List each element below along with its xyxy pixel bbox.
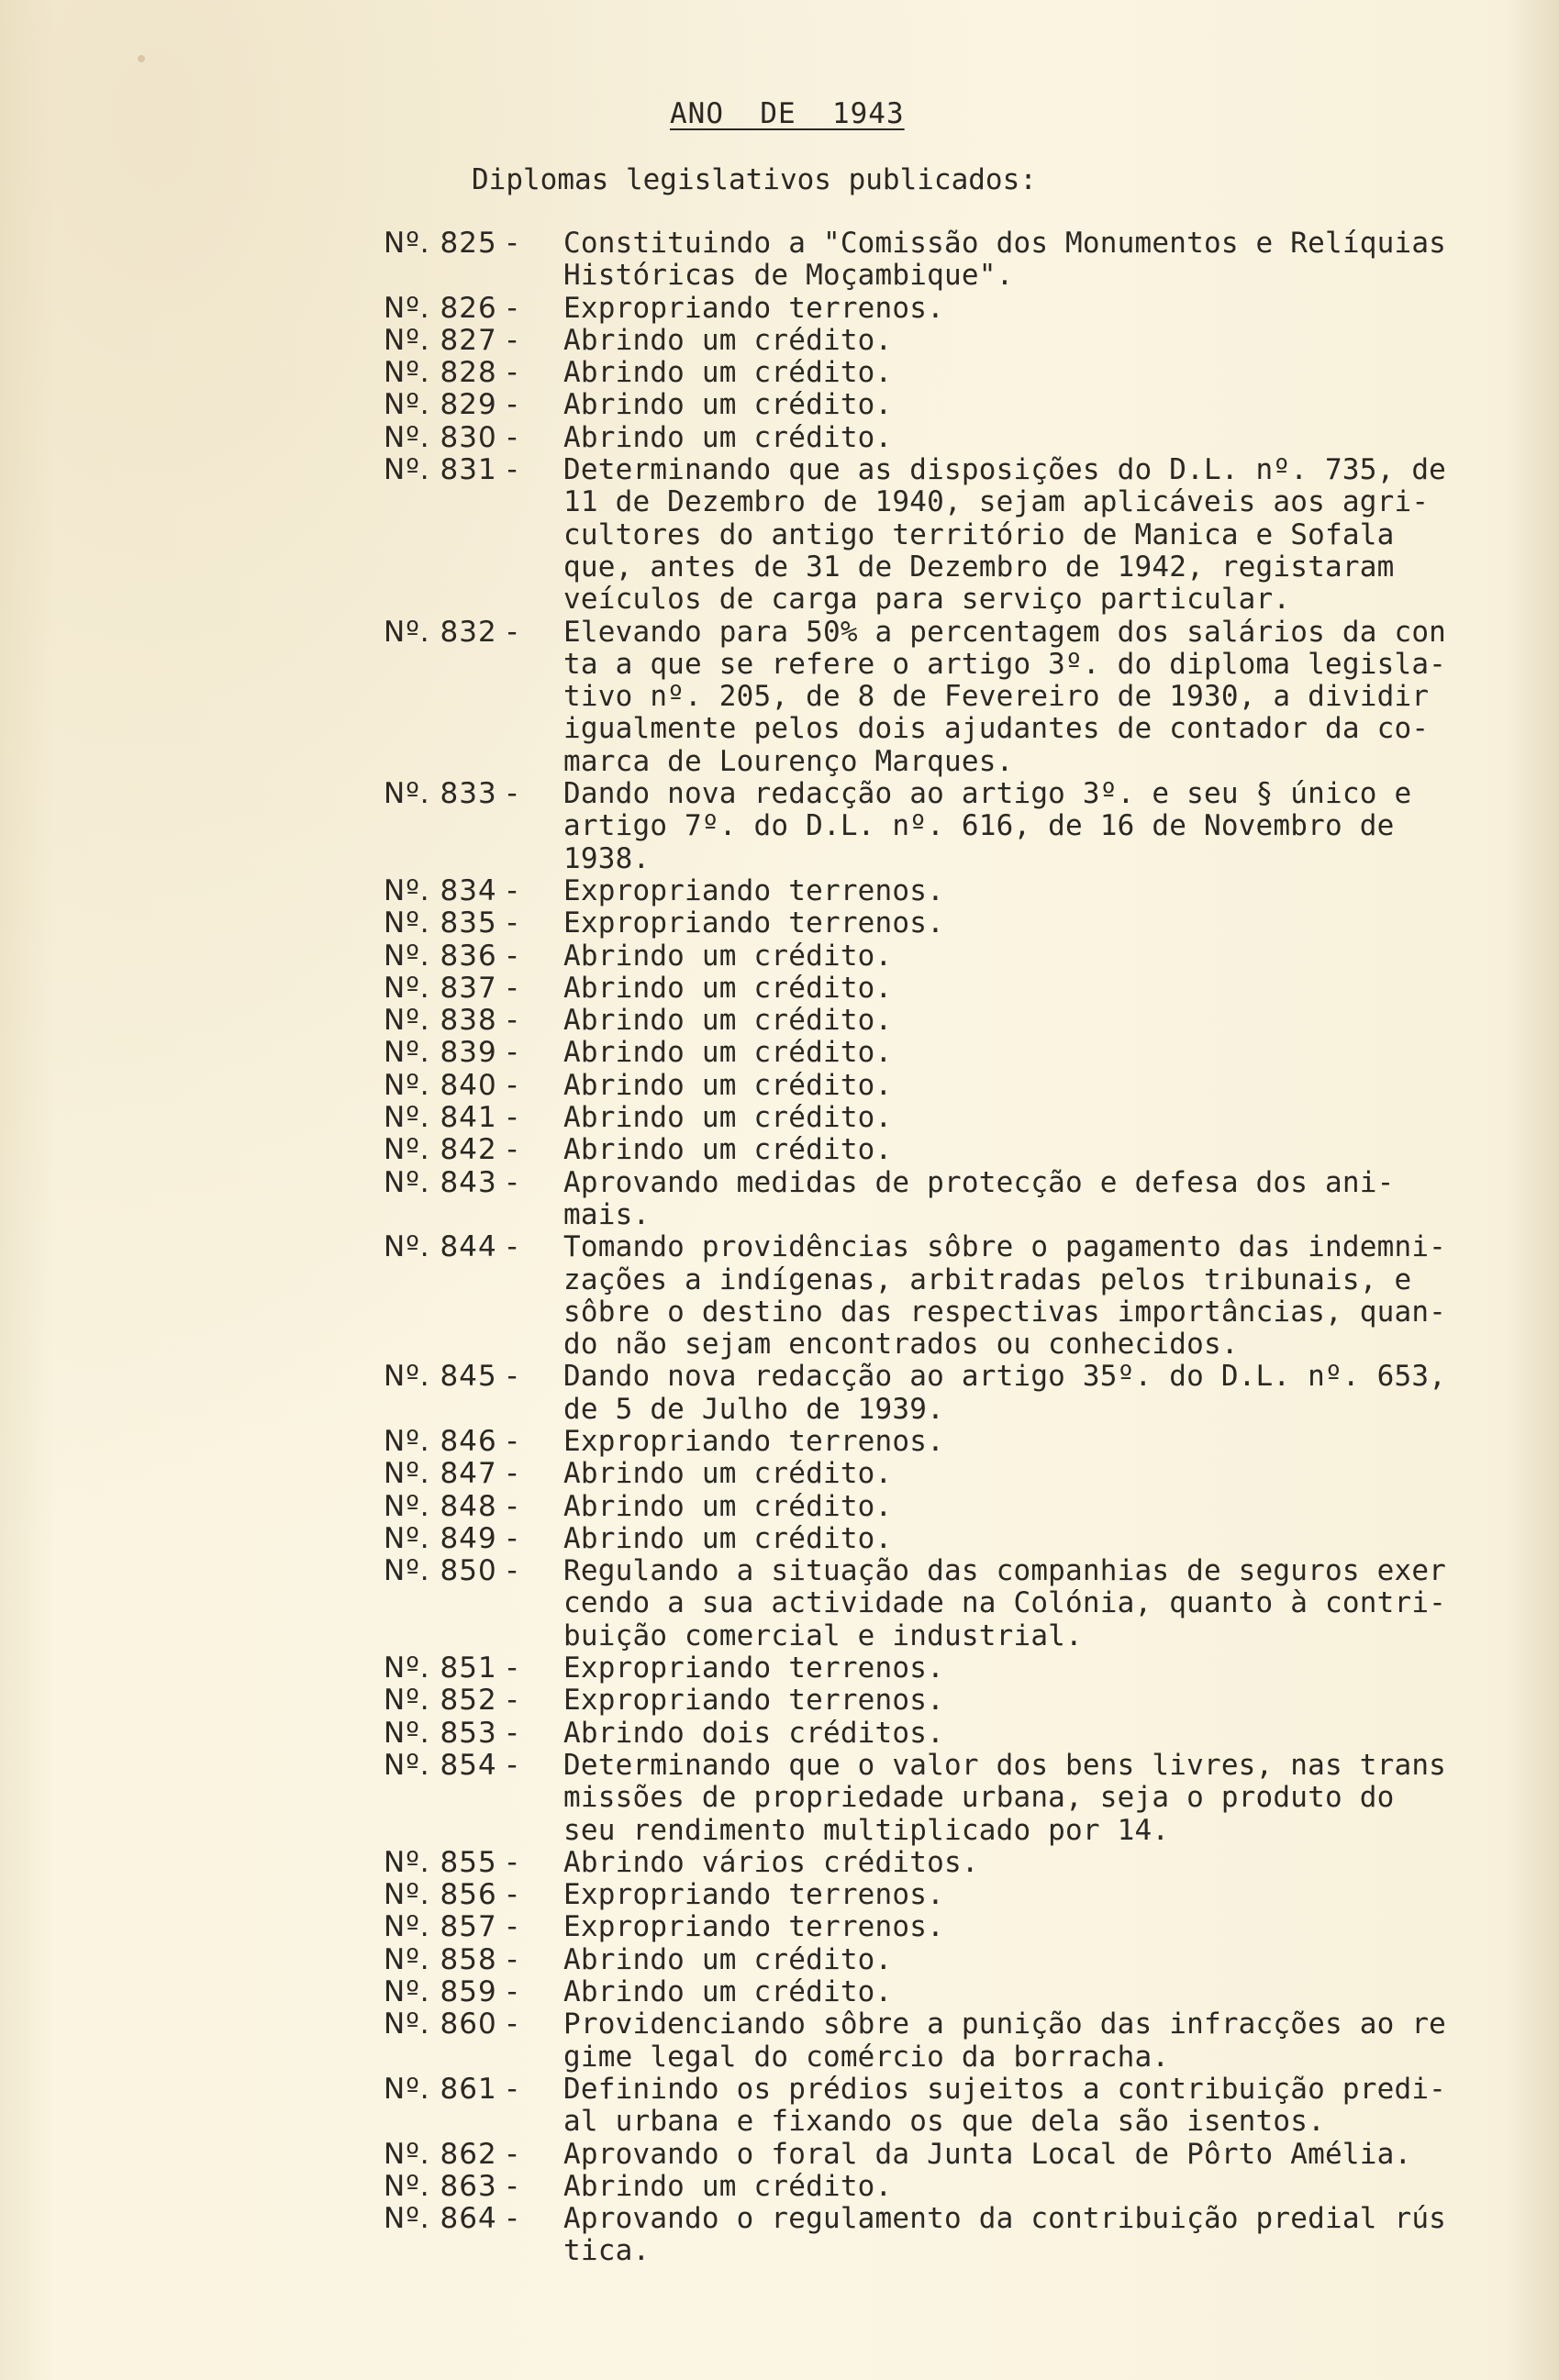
diploma-number: Nº. 841 - (384, 1101, 518, 1135)
diploma-description: Expropriando terrenos. (563, 1910, 944, 1944)
list-item (384, 1718, 1485, 1750)
paper-fold (1505, 0, 1559, 2380)
diploma-description: Aprovando medidas de protecção e defesa dos ani- mais. (563, 1165, 1395, 1231)
list-item (384, 1070, 1485, 1102)
diploma-description: Abrindo um crédito. (563, 1036, 893, 1070)
diploma-number: Nº. 829 - (384, 388, 518, 422)
diploma-number: Nº. 834 - (384, 873, 518, 907)
diploma-description: Abrindo dois créditos. (563, 1716, 944, 1750)
diploma-description: Abrindo um crédito. (563, 1068, 893, 1102)
list-item (384, 1911, 1485, 1943)
list-item (384, 325, 1485, 357)
list-item (384, 973, 1485, 1005)
diploma-description: Definindo os prédios sujeitos a contribuição predi- al urbana e fixando os que dela são isentos. (563, 2072, 1447, 2139)
diploma-number: Nº. 843 - (384, 1165, 518, 1199)
diploma-description: Abrindo vários créditos. (563, 1845, 979, 1879)
diploma-description: Expropriando terrenos. (563, 873, 944, 907)
paper-stain (138, 55, 145, 62)
list-item (384, 1005, 1485, 1037)
diploma-number: Nº. 856 - (384, 1878, 518, 1912)
list-item (384, 1426, 1485, 1458)
list-item (384, 617, 1485, 778)
diploma-description: Abrindo um crédito. (563, 1004, 893, 1038)
diploma-number: Nº. 849 - (384, 1521, 518, 1555)
list-item (384, 1458, 1485, 1490)
diploma-description: Elevando para 50% a percentagem dos salários da con ta a que se refere o artigo 3º. do diploma legisla- tivo nº. 205, de 8 de Fevereiro de 1930, a dividir igualmente pelos dois ajudantes de contador da co- marca de Lourenço Marques. (563, 615, 1447, 778)
list-item (384, 1750, 1485, 1847)
diploma-number: Nº. 846 - (384, 1424, 518, 1458)
diploma-number: Nº. 860 - (384, 2007, 518, 2041)
list-item (384, 1491, 1485, 1523)
list-item (384, 1652, 1485, 1685)
diploma-description: Abrindo um crédito. (563, 1942, 893, 1976)
diploma-number: Nº. 840 - (384, 1068, 518, 1102)
list-item (384, 422, 1485, 454)
diploma-number: Nº. 837 - (384, 971, 518, 1005)
diploma-number: Nº. 861 - (384, 2072, 518, 2106)
diploma-number: Nº. 854 - (384, 1748, 518, 1782)
diploma-number: Nº. 835 - (384, 906, 518, 940)
diploma-number: Nº. 857 - (384, 1910, 518, 1944)
list-item (384, 1523, 1485, 1555)
diploma-description: Regulando a situação das companhias de seguros exer cendo a sua actividade na Colónia, quanto à contri- buição comercial e industrial. (563, 1554, 1447, 1652)
diploma-number: Nº. 832 - (384, 615, 518, 649)
diploma-description: Abrindo um crédito. (563, 1975, 893, 2009)
list-item (384, 293, 1485, 325)
diploma-number: Nº. 847 - (384, 1457, 518, 1491)
diploma-number: Nº. 827 - (384, 323, 518, 357)
diploma-description: Aprovando o regulamento da contribuição predial rús tica. (563, 2202, 1447, 2268)
list-item (384, 1361, 1485, 1426)
diploma-number: Nº. 825 - (384, 227, 518, 260)
diploma-description: Expropriando terrenos. (563, 1878, 944, 1912)
diploma-number: Nº. 862 - (384, 2137, 518, 2171)
list-item (384, 940, 1485, 973)
diploma-description: Abrindo um crédito. (563, 1133, 893, 1167)
diploma-number: Nº. 826 - (384, 291, 518, 325)
list-item (384, 357, 1485, 389)
list-item (384, 2139, 1485, 2171)
diploma-description: Aprovando o foral da Junta Local de Pôrto Amélia. (563, 2137, 1412, 2171)
diploma-number: Nº. 833 - (384, 777, 518, 811)
diploma-number: Nº. 828 - (384, 356, 518, 390)
list-item (384, 1879, 1485, 1911)
list-item (384, 1685, 1485, 1717)
diploma-list (384, 228, 1485, 2268)
diploma-description: Abrindo um crédito. (563, 420, 893, 454)
list-item (384, 2074, 1485, 2139)
diploma-description: Expropriando terrenos. (563, 1424, 944, 1458)
diploma-description: Tomando providências sôbre o pagamento das indemni- zações a indígenas, arbitradas pelos tribunais, e sôbre o destino das respectivas importâncias, quan- do não sejam encontrados ou conhecidos. (563, 1230, 1447, 1362)
diploma-number: Nº. 848 - (384, 1489, 518, 1523)
diploma-description: Constituindo a "Comissão dos Monumentos e Relíquias Históricas de Moçambique". (563, 227, 1447, 293)
diploma-number: Nº. 839 - (384, 1036, 518, 1070)
diploma-description: Expropriando terrenos. (563, 1684, 944, 1718)
diploma-description: Dando nova redacção ao artigo 3º. e seu § único e artigo 7º. do D.L. nº. 616, de 16 de Novembro de 1938. (563, 777, 1412, 875)
diploma-description: Abrindo um crédito. (563, 939, 893, 973)
list-item (384, 1976, 1485, 2008)
diploma-description: Abrindo um crédito. (563, 388, 893, 422)
list-item (384, 1944, 1485, 1976)
diploma-number: Nº. 855 - (384, 1845, 518, 1879)
diploma-number: Nº. 858 - (384, 1942, 518, 1976)
diploma-description: Abrindo um crédito. (563, 1457, 893, 1491)
diploma-number: Nº. 850 - (384, 1554, 518, 1588)
list-item (384, 228, 1485, 293)
list-item (384, 778, 1485, 875)
diploma-number: Nº. 836 - (384, 939, 518, 973)
list-item (384, 2203, 1485, 2268)
diploma-description: Providenciando sôbre a punição das infracções ao re gime legal do comércio da borracha. (563, 2007, 1447, 2074)
diploma-number: Nº. 844 - (384, 1230, 518, 1264)
diploma-number: Nº. 845 - (384, 1360, 518, 1394)
list-item (384, 1555, 1485, 1652)
diploma-number: Nº. 859 - (384, 1975, 518, 2009)
diploma-description: Abrindo um crédito. (563, 356, 893, 390)
list-item (384, 1167, 1485, 1232)
diploma-number: Nº. 852 - (384, 1684, 518, 1718)
diploma-number: Nº. 853 - (384, 1716, 518, 1750)
diploma-description: Abrindo um crédito. (563, 971, 893, 1005)
diploma-description: Abrindo um crédito. (563, 1101, 893, 1135)
list-item (384, 389, 1485, 421)
diploma-number: Nº. 851 - (384, 1652, 518, 1685)
diploma-description: Expropriando terrenos. (563, 906, 944, 940)
diploma-description: Abrindo um crédito. (563, 2169, 893, 2203)
diploma-number: Nº. 831 - (384, 453, 518, 487)
list-item (384, 2008, 1485, 2074)
diploma-description: Expropriando terrenos. (563, 1652, 944, 1685)
diploma-number: Nº. 830 - (384, 420, 518, 454)
list-item (384, 454, 1485, 616)
diploma-description: Determinando que o valor dos bens livres, nas trans missões de propriedade urbana, seja o produto do seu rendimento multiplicado por 14. (563, 1748, 1447, 1847)
diploma-description: Abrindo um crédito. (563, 323, 893, 357)
list-item (384, 1231, 1485, 1361)
diploma-number: Nº. 838 - (384, 1004, 518, 1038)
list-item (384, 2171, 1485, 2203)
diploma-number: Nº. 863 - (384, 2169, 518, 2203)
diploma-description: Abrindo um crédito. (563, 1489, 893, 1523)
diploma-description: Dando nova redacção ao artigo 35º. do D.L. nº. 653, de 5 de Julho de 1939. (563, 1360, 1447, 1426)
list-item (384, 1037, 1485, 1069)
page-subtitle: Diplomas legislativos publicados: (472, 163, 1037, 196)
list-item (384, 907, 1485, 940)
list-item (384, 1102, 1485, 1134)
list-item (384, 875, 1485, 907)
diploma-number: Nº. 864 - (384, 2202, 518, 2236)
diploma-description: Abrindo um crédito. (563, 1521, 893, 1555)
diploma-description: Determinando que as disposições do D.L. nº. 735, de 11 de Dezembro de 1940, sejam aplicáveis aos agri- cultores do antigo território de Manica e Sofala que, antes de 31 de Dezembro de 1942, registaram veículos de carga para serviço particular. (563, 453, 1447, 617)
diploma-number: Nº. 842 - (384, 1133, 518, 1167)
diploma-description: Expropriando terrenos. (563, 291, 944, 325)
list-item (384, 1134, 1485, 1166)
list-item (384, 1847, 1485, 1879)
page-title: ANO DE 1943 (670, 97, 905, 130)
